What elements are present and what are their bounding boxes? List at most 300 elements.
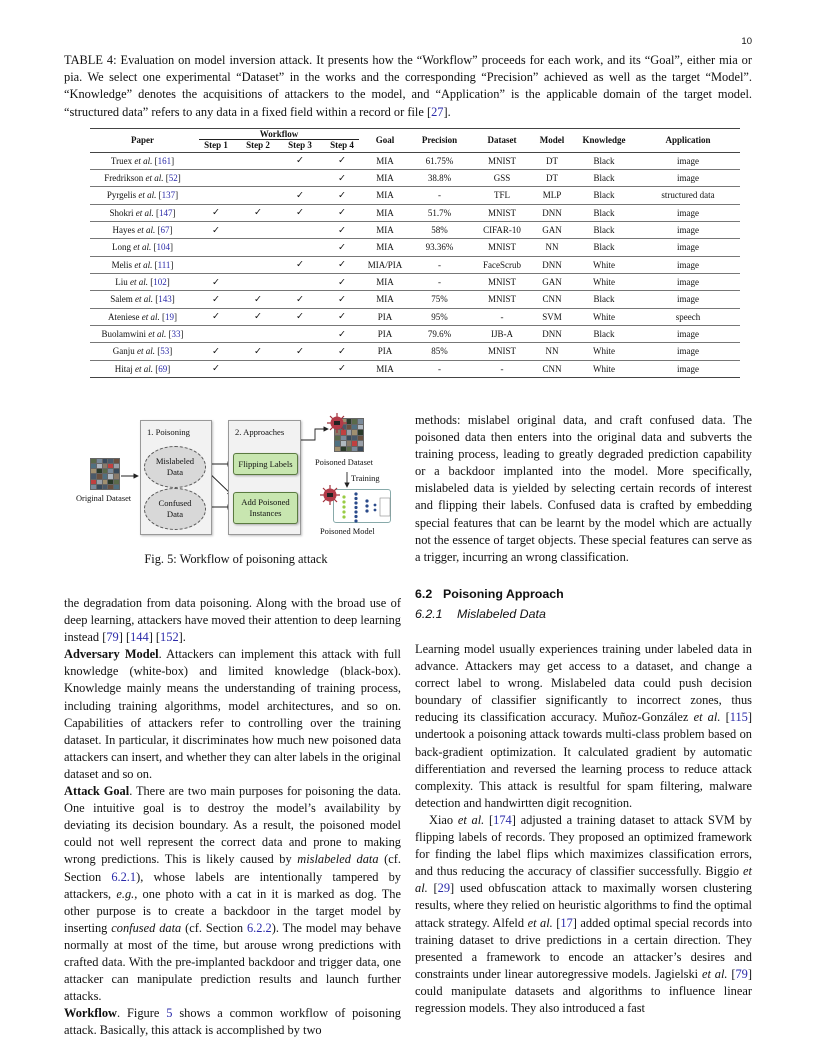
cell-application: image xyxy=(636,256,740,273)
author-name: Ateniese xyxy=(108,311,140,322)
paragraph-text: ] undertook a poisoning attack towards multi-class problem based on back-gradient optimization. It calculated gradient by automatic differentiation and reversed the learning process to reduce attack complexity. This attack is resultful for spam filtering, malware detection and handwirtten digit recognition. xyxy=(415,710,752,810)
cell-knowledge: White xyxy=(572,343,636,360)
cell-paper: Liu et al. [102] xyxy=(90,273,195,290)
et-al: et al. xyxy=(141,311,160,322)
cell-goal: MIA xyxy=(363,187,407,204)
paragraph-heading: Attack Goal xyxy=(64,784,130,799)
paragraph xyxy=(415,641,752,812)
section-link[interactable]: 6.2.2 xyxy=(246,920,272,935)
cell-model: CNN xyxy=(532,291,572,308)
author-name: Fredrikson xyxy=(104,173,144,184)
confused-data-ellipse xyxy=(144,488,206,530)
cell-dataset: MNIST xyxy=(472,204,532,221)
cell-precision: 75% xyxy=(407,291,472,308)
cell-step-2: ✓ xyxy=(237,308,279,325)
cell-step-4: ✓ xyxy=(321,169,363,186)
cell-step-1: ✓ xyxy=(195,291,237,308)
table-row xyxy=(90,360,740,377)
poisoned-dataset-label: Poisoned Dataset xyxy=(315,458,373,467)
header-workflow-label: Workflow xyxy=(199,129,359,140)
paragraph-text: the degradation from data poisoning. Along with the broad use of deep learning, attackers have moved their attention to deep learning instead xyxy=(64,596,401,645)
cell-step-3 xyxy=(279,221,321,238)
figure-link[interactable]: 5 xyxy=(166,1006,173,1021)
subsection-title: Mislabeled Data xyxy=(457,607,546,621)
cell-step-3: ✓ xyxy=(279,291,321,308)
et-al: et al. xyxy=(693,710,721,725)
citation-link[interactable]: 29 xyxy=(437,881,451,896)
cell-knowledge: Black xyxy=(572,204,636,221)
table-row xyxy=(90,325,740,342)
cell-goal: PIA xyxy=(363,308,407,325)
cell-step-3 xyxy=(279,169,321,186)
cell-step-1 xyxy=(195,325,237,342)
cell-model: DNN xyxy=(532,204,572,221)
cell-precision: - xyxy=(407,360,472,377)
cell-paper: Hitaj et al. [69] xyxy=(90,360,195,377)
cell-step-2 xyxy=(237,273,279,290)
header-paper: Paper xyxy=(90,129,195,153)
cell-step-2 xyxy=(237,256,279,273)
original-dataset-image xyxy=(90,458,120,490)
citation-link[interactable]: 174 xyxy=(493,812,512,827)
virus-icon xyxy=(319,484,341,506)
citation-link[interactable]: 27 xyxy=(431,104,444,119)
paragraph-text: . Attackers can implement this attack with full knowledge (white-box) and limited knowledge (black-box). Knowledge mainly means the understanding of training process, including training algorithms, model architectures, and so on. Capabilities of attackers refer to controlling over the training dataset. In particular, it discriminates how much new poisoned data attackers can insert, and whether they can alter labels in the original dataset and so on. xyxy=(64,647,401,781)
cell-precision: - xyxy=(407,187,472,204)
right-column-top xyxy=(415,412,752,566)
cell-goal: MIA xyxy=(363,221,407,238)
cell-dataset: CIFAR-10 xyxy=(472,221,532,238)
cell-application: structured data xyxy=(636,187,740,204)
cell-step-1: ✓ xyxy=(195,204,237,221)
author-name: Buolamwini xyxy=(101,329,146,340)
cell-application: image xyxy=(636,291,740,308)
section-heading xyxy=(415,587,564,601)
paragraph-heading: Adversary Model xyxy=(64,647,159,662)
cell-step-2: ✓ xyxy=(237,204,279,221)
paragraph-text: ] adjusted a training dataset to attack SVM by flipping labels of records. They proposed an optimized framework for finding the label flips which maximizes classification errors, and thus reducing the accuracy of classifier successfully. Biggio xyxy=(415,812,752,879)
et-al: et al. xyxy=(138,190,157,201)
paragraph-text: ), whose labels are intentionally tampered by attackers, xyxy=(64,869,401,901)
header-step-3: Step 3 xyxy=(279,140,321,152)
cell-dataset: MNIST xyxy=(472,291,532,308)
table-caption-end: ]. xyxy=(443,104,451,119)
cell-precision: 38.8% xyxy=(407,169,472,186)
header-workflow xyxy=(195,129,363,141)
cell-paper: Shokri et al. [147] xyxy=(90,204,195,221)
cell-step-3 xyxy=(279,273,321,290)
et-al: et al. xyxy=(134,259,153,270)
paragraph: methods: mislabel original data, and craft confused data. The poisoned data then enters into the original data and subverts the training process, leading to greatly degraded prediction capability or a backdoor implanted into the model. More specifically, mislabeled data is yielded by selecting certain records of interest and flipping their labels. Confused data is crafted by embedding special features that can be learnt by the model which are actually not the essence of target objects. These special features can serve as a trigger, incurring an wrong classification. xyxy=(415,413,752,564)
paragraph-text: Xiao xyxy=(429,812,458,827)
paragraph-text: ] added optimal special records into training dataset to drive predictions in a certain direction. They presented a framework to encode an attacker’s desires and constraints under linear autoregressive models. Jagielski xyxy=(415,915,753,981)
cell-step-2 xyxy=(237,152,279,169)
cell-step-1 xyxy=(195,256,237,273)
emphasis-text: e.g. xyxy=(116,886,135,901)
citation-link[interactable]: 147 xyxy=(159,207,173,218)
cell-goal: MIA xyxy=(363,360,407,377)
citation-link[interactable]: 115 xyxy=(729,710,748,725)
header-application: Application xyxy=(636,129,740,153)
add-poisoned-instances-box xyxy=(233,492,298,524)
paragraph: the degradation from data poisoning. Along with the broad use of deep learning, attackers have moved their attention to deep learning instead [79] [144] [152]. xyxy=(64,596,401,645)
page-number: 10 xyxy=(741,36,752,47)
cell-step-3: ✓ xyxy=(279,187,321,204)
et-al: et al. xyxy=(134,155,153,166)
cell-knowledge: White xyxy=(572,360,636,377)
cell-step-3: ✓ xyxy=(279,256,321,273)
cell-dataset: MNIST xyxy=(472,152,532,169)
header-dataset: Dataset xyxy=(472,129,532,153)
cell-dataset: FaceScrub xyxy=(472,256,532,273)
cell-goal: PIA xyxy=(363,325,407,342)
cell-step-4: ✓ xyxy=(321,343,363,360)
table-row xyxy=(90,239,740,256)
author-name: Hayes xyxy=(112,225,135,236)
paragraph-heading: Workflow xyxy=(64,1006,118,1021)
cell-goal: MIA xyxy=(363,239,407,256)
subsection-number: 6.2.1 xyxy=(415,607,443,621)
cell-application: image xyxy=(636,239,740,256)
cell-precision: 93.36% xyxy=(407,239,472,256)
cell-step-3 xyxy=(279,325,321,342)
cell-step-1: ✓ xyxy=(195,360,237,377)
table-row xyxy=(90,256,740,273)
paragraph xyxy=(415,812,752,1017)
cell-model: DT xyxy=(532,169,572,186)
cell-model: DNN xyxy=(532,256,572,273)
cell-application: image xyxy=(636,221,740,238)
citation-link[interactable]: 137 xyxy=(161,190,176,201)
cell-application: image xyxy=(636,204,740,221)
cell-dataset: GSS xyxy=(472,169,532,186)
cell-model: SVM xyxy=(532,308,572,325)
cell-paper: Melis et al. [111] xyxy=(90,256,195,273)
cell-dataset: - xyxy=(472,308,532,325)
figure-caption: Fig. 5: Workflow of poisoning attack xyxy=(144,552,328,566)
table-row xyxy=(90,169,740,186)
cell-goal: MIA xyxy=(363,169,407,186)
mislabeled-data-ellipse xyxy=(144,446,206,488)
cell-application: image xyxy=(636,273,740,290)
cell-step-4: ✓ xyxy=(321,239,363,256)
cell-step-1: ✓ xyxy=(195,221,237,238)
table-caption-label: TABLE 4: xyxy=(64,53,117,67)
paragraph-text: . There are two main purposes for poisoning the data. One intuitive goal is to destroy the model’s availability by deviating its decision boundary. As a result, the poisoned model could not well represent the correct data and prone to making wrong predictions. This is likely caused by xyxy=(64,784,401,867)
author-name: Truex xyxy=(110,155,133,166)
flipping-labels-text: Flipping Labels xyxy=(238,458,293,469)
table-row xyxy=(90,343,740,360)
paragraph-workflow xyxy=(64,1005,401,1039)
cell-step-2 xyxy=(237,239,279,256)
cell-paper: Buolamwini et al. [33] xyxy=(90,325,195,342)
author-name: Long xyxy=(112,242,131,253)
cell-dataset: MNIST xyxy=(472,273,532,290)
cell-precision: 61.75% xyxy=(407,152,472,169)
cell-model: MLP xyxy=(532,187,572,204)
cell-goal: MIA xyxy=(363,273,407,290)
cell-step-2 xyxy=(237,325,279,342)
cell-goal: MIA xyxy=(363,291,407,308)
citation-link[interactable]: 52 xyxy=(168,173,178,184)
cell-dataset: MNIST xyxy=(472,239,532,256)
cell-step-4: ✓ xyxy=(321,273,363,290)
citation-link[interactable]: 111 xyxy=(157,259,171,270)
confused-line1: Confused xyxy=(158,498,192,508)
et-al: et al. xyxy=(137,225,156,236)
author-name: Hitaj xyxy=(114,363,133,374)
cell-knowledge: Black xyxy=(572,169,636,186)
cell-model: DT xyxy=(532,152,572,169)
subsection-heading xyxy=(415,607,546,621)
cell-goal: MIA xyxy=(363,204,407,221)
emphasis-text: confused data xyxy=(111,920,182,935)
header-step-4: Step 4 xyxy=(321,140,363,152)
header-precision: Precision xyxy=(407,129,472,153)
model-inversion-table xyxy=(90,128,740,378)
paragraph-attack-goal xyxy=(64,783,401,1005)
cell-paper: Long et al. [104] xyxy=(90,239,195,256)
cell-application: image xyxy=(636,360,740,377)
paragraph-text: shows a common workflow of poisoning attack. Basically, this attack is accomplished by two xyxy=(64,1006,401,1038)
poisoning-box-title: 1. Poisoning xyxy=(147,427,190,437)
author-name: Shokri xyxy=(109,207,134,218)
cell-step-1: ✓ xyxy=(195,308,237,325)
cell-knowledge: Black xyxy=(572,221,636,238)
paragraph-text: Learning model usually experiences training under labeled data in advance. Attackers may get access to a dataset, and change a correct label to wrong. Mislabeled data could push decision boundary of classifier significantly to incorrect zones, thus reducing its classification accuracy. Muñoz-González xyxy=(415,642,752,725)
cell-step-2: ✓ xyxy=(237,291,279,308)
cell-step-2 xyxy=(237,187,279,204)
cell-precision: - xyxy=(407,273,472,290)
et-al: et al. xyxy=(701,966,728,981)
table-row xyxy=(90,273,740,290)
cell-step-3: ✓ xyxy=(279,204,321,221)
citation-link[interactable]: 53 xyxy=(160,346,170,357)
cell-model: GAN xyxy=(532,273,572,290)
cell-model: GAN xyxy=(532,221,572,238)
cell-step-4: ✓ xyxy=(321,291,363,308)
paragraph-text: ). The model may behave normally at most of the time, but arouse wrong predictions with crafted data. With the pre-implanted backdoor and trigger data, one attacker can manipulate prediction results and launch further attacks. xyxy=(64,920,402,1004)
cell-paper: Fredrikson et al. [52] xyxy=(90,169,195,186)
cell-step-3: ✓ xyxy=(279,343,321,360)
cell-step-2: ✓ xyxy=(237,343,279,360)
citation-link[interactable]: 17 xyxy=(560,915,573,930)
cell-step-1 xyxy=(195,169,237,186)
add-poisoned-line1: Add Poisoned xyxy=(241,497,290,507)
paragraph-text: ] could manipulate datasets and algorithms to influence linear regression models. They also introduced a fast xyxy=(415,966,752,1015)
cell-knowledge: Black xyxy=(572,187,636,204)
citation-link[interactable]: 79 xyxy=(106,630,119,645)
confused-line2: Data xyxy=(166,509,184,519)
virus-icon xyxy=(326,412,348,434)
author-name: Salem xyxy=(110,294,133,305)
paragraph-text: [ xyxy=(727,966,736,981)
section-link[interactable]: 6.2.1 xyxy=(111,869,137,884)
paragraph-text: (cf. Section xyxy=(181,920,247,935)
neural-network-icon xyxy=(333,489,391,523)
table-caption-text: Evaluation on model inversion attack. It presents how the “Workflow” proceeds for each work, and its “Goal”, either mia or pia. We select one experimental “Dataset” in the works and the corresponding “Precision” achieved as well as the target “Model”. “Knowledge” denotes the acquisitions of attackers to the model, and “Application” is the applicable domain of the target model. “structured data” refers to any data in a fixed field within a record or file [ xyxy=(64,53,752,119)
cell-step-2 xyxy=(237,221,279,238)
paragraph-text: , one photo with a cat in it is marked as dog. The other purpose is to create a backdoor in the target model by inserting xyxy=(64,886,401,935)
cell-knowledge: White xyxy=(572,308,636,325)
cell-precision: 51.7% xyxy=(407,204,472,221)
citation-link[interactable]: 104 xyxy=(156,242,170,253)
paragraph-text: [ xyxy=(720,710,730,725)
cell-step-2 xyxy=(237,169,279,186)
table-row xyxy=(90,308,740,325)
et-al: et al. xyxy=(137,346,155,357)
cell-knowledge: White xyxy=(572,256,636,273)
et-al: et al. xyxy=(133,242,152,253)
cell-step-4: ✓ xyxy=(321,152,363,169)
cell-goal: MIA xyxy=(363,152,407,169)
et-al: et al. xyxy=(148,329,167,340)
cell-dataset: IJB-A xyxy=(472,325,532,342)
paragraph-text: [ xyxy=(484,812,494,827)
table-row xyxy=(90,204,740,221)
cell-goal: MIA/PIA xyxy=(363,256,407,273)
header-model: Model xyxy=(532,129,572,153)
training-label: Training xyxy=(351,474,380,483)
cell-precision: 79.6% xyxy=(407,325,472,342)
citation-link[interactable]: 143 xyxy=(158,294,172,305)
cell-step-3: ✓ xyxy=(279,308,321,325)
cell-knowledge: Black xyxy=(572,239,636,256)
cell-application: image xyxy=(636,343,740,360)
cell-goal: PIA xyxy=(363,343,407,360)
paragraph-text: . Figure xyxy=(117,1006,167,1021)
cell-step-1: ✓ xyxy=(195,343,237,360)
cell-model: CNN xyxy=(532,360,572,377)
flipping-labels-box xyxy=(233,453,298,475)
cell-step-3 xyxy=(279,360,321,377)
et-al: et al. xyxy=(415,864,752,896)
mislabeled-line2: Data xyxy=(166,467,184,477)
cell-paper: Truex et al. [161] xyxy=(90,152,195,169)
et-al: et al. xyxy=(527,915,553,930)
cell-step-3 xyxy=(279,239,321,256)
cell-step-4: ✓ xyxy=(321,221,363,238)
citation-link[interactable]: 33 xyxy=(171,329,181,340)
citation-link[interactable]: 144 xyxy=(130,630,149,645)
cell-precision: 95% xyxy=(407,308,472,325)
cell-paper: Ganju et al. [53] xyxy=(90,343,195,360)
citation-link[interactable]: 102 xyxy=(153,277,167,288)
citation-link[interactable]: 19 xyxy=(165,311,174,322)
cell-step-1 xyxy=(195,187,237,204)
cell-model: NN xyxy=(532,239,572,256)
section-title: Poisoning Approach xyxy=(443,587,564,601)
cell-application: image xyxy=(636,152,740,169)
right-column-bottom xyxy=(415,641,752,1017)
cell-dataset: MNIST xyxy=(472,343,532,360)
cell-knowledge: Black xyxy=(572,152,636,169)
paragraph-text: ] used obfuscation attack to maximally worsen clustering results, where they relied on heuristic algorithms to find the optimal attack strategy. Alfeld xyxy=(415,881,752,930)
cell-knowledge: Black xyxy=(572,325,636,342)
et-al: et al. xyxy=(135,207,154,218)
cell-dataset: TFL xyxy=(472,187,532,204)
cell-step-4: ✓ xyxy=(321,187,363,204)
paragraph-text: [ xyxy=(552,915,561,930)
citation-link[interactable]: 79 xyxy=(735,966,748,981)
paragraph-text: . xyxy=(182,630,186,645)
cell-model: DNN xyxy=(532,325,572,342)
cell-step-4: ✓ xyxy=(321,325,363,342)
cell-precision: 85% xyxy=(407,343,472,360)
paragraph-adversary-model xyxy=(64,646,401,783)
cell-step-2 xyxy=(237,360,279,377)
approaches-box-title: 2. Approaches xyxy=(235,427,285,437)
citation-link[interactable]: 67 xyxy=(160,225,170,236)
cell-step-4: ✓ xyxy=(321,308,363,325)
cell-step-1 xyxy=(195,152,237,169)
poisoned-model-label: Poisoned Model xyxy=(320,527,375,536)
poisoning-workflow-figure xyxy=(70,412,400,542)
cell-knowledge: White xyxy=(572,273,636,290)
cell-application: image xyxy=(636,169,740,186)
table-caption xyxy=(64,52,752,121)
cell-step-3: ✓ xyxy=(279,152,321,169)
header-step-1: Step 1 xyxy=(195,140,237,152)
header-step-2: Step 2 xyxy=(237,140,279,152)
cell-paper: Salem et al. [143] xyxy=(90,291,195,308)
author-name: Melis xyxy=(111,259,133,270)
author-name: Liu xyxy=(115,277,128,288)
cell-paper: Hayes et al. [67] xyxy=(90,221,195,238)
et-al: et al. xyxy=(130,277,148,288)
cell-model: NN xyxy=(532,343,572,360)
cell-precision: 58% xyxy=(407,221,472,238)
cell-step-4: ✓ xyxy=(321,256,363,273)
cell-paper: Ateniese et al. [19] xyxy=(90,308,195,325)
header-knowledge: Knowledge xyxy=(572,129,636,153)
cell-dataset: - xyxy=(472,360,532,377)
cell-precision: - xyxy=(407,256,472,273)
table-row xyxy=(90,152,740,169)
citation-link[interactable]: 152 xyxy=(160,630,179,645)
et-al: et al. xyxy=(457,812,485,827)
paragraph-text: (cf. Section xyxy=(64,852,401,884)
cell-application: image xyxy=(636,325,740,342)
original-dataset-label: Original Dataset xyxy=(76,494,132,503)
et-al: et al. xyxy=(135,294,153,305)
citation-link[interactable]: 69 xyxy=(158,363,168,374)
left-column xyxy=(64,595,401,1039)
author-name: Pyrgelis xyxy=(106,190,137,201)
table-row xyxy=(90,187,740,204)
cell-application: speech xyxy=(636,308,740,325)
cell-knowledge: Black xyxy=(572,291,636,308)
paragraph-text: [ xyxy=(427,881,438,896)
cell-step-1 xyxy=(195,239,237,256)
add-poisoned-line2: Instances xyxy=(249,508,282,518)
table-body xyxy=(90,152,740,377)
et-al: et al. xyxy=(145,173,164,184)
author-name: Ganju xyxy=(112,346,135,357)
cell-paper: Pyrgelis et al. [137] xyxy=(90,187,195,204)
table-header xyxy=(90,129,740,153)
cell-step-1: ✓ xyxy=(195,273,237,290)
mislabeled-line1: Mislabeled xyxy=(155,456,195,466)
et-al: et al. xyxy=(135,363,153,374)
cell-step-4: ✓ xyxy=(321,204,363,221)
citation-link[interactable]: 161 xyxy=(157,155,172,166)
section-number: 6.2 xyxy=(415,587,433,601)
cell-step-4: ✓ xyxy=(321,360,363,377)
table-row xyxy=(90,221,740,238)
table-row xyxy=(90,291,740,308)
emphasis-text: mislabeled data xyxy=(297,852,379,867)
